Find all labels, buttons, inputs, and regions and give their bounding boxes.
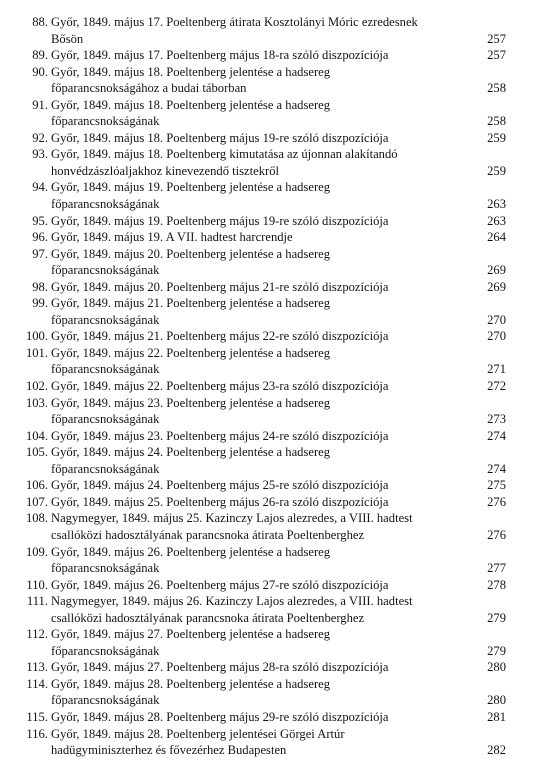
- entry-title-line: Győr, 1849. május 26. Poeltenberg május 27-re szóló diszpozíciója: [51, 577, 389, 592]
- page-number: 259: [487, 163, 506, 178]
- entry-number: 94.: [32, 180, 48, 195]
- entry-title-line: Győr, 1849. május 27. Poeltenberg jelentése a hadsereg: [51, 627, 331, 642]
- entry-title-line: Győr, 1849. május 23. Poeltenberg május 24-re szóló diszpozíciója: [51, 428, 389, 443]
- entry-number: 92.: [32, 130, 48, 145]
- page-number: 270: [487, 312, 506, 327]
- entry-title-line: Győr, 1849. május 20. Poeltenberg május 21-re szóló diszpozíciója: [51, 279, 389, 294]
- entry-number: 97.: [32, 246, 48, 261]
- entry-title-line: Győr, 1849. május 23. Poeltenberg jelentése a hadsereg: [51, 395, 331, 410]
- entry-title-line: csallóközi hadosztályának parancsnoka átirata Poeltenberghez: [51, 610, 365, 625]
- entry-number: 101.: [25, 345, 48, 360]
- entry-title-line: főparancsnokságának: [51, 197, 160, 212]
- entry-number: 90.: [32, 64, 48, 79]
- entry-number: 93.: [32, 147, 48, 162]
- page-number: 280: [487, 660, 506, 675]
- entry-title-line: főparancsnokságához a budai táborban: [51, 81, 247, 96]
- page-number: 270: [487, 329, 506, 344]
- toc-entry: [0, 378, 536, 395]
- entry-title-line: főparancsnokságának: [51, 461, 160, 476]
- entry-title-line: Győr, 1849. május 27. Poeltenberg május 28-ra szóló diszpozíciója: [51, 660, 389, 675]
- entry-title-line: hadügyminiszterhez és fővezérhez Budapesten: [51, 743, 287, 758]
- toc-entry: [0, 726, 536, 759]
- page-number: 282: [487, 743, 506, 758]
- page-number: 279: [487, 643, 506, 658]
- entry-title-line: főparancsnokságának: [51, 263, 160, 278]
- entry-number: 89.: [32, 48, 48, 63]
- page-number: 258: [487, 114, 506, 129]
- toc-entry: [0, 626, 536, 659]
- entry-number: 112.: [26, 627, 48, 642]
- toc-entry: [0, 295, 536, 328]
- entry-number: 103.: [25, 395, 48, 410]
- page-number: 263: [487, 197, 506, 212]
- toc-entry: [0, 345, 536, 378]
- entry-title-line: Győr, 1849. május 22. Poeltenberg jelentése a hadsereg: [51, 345, 331, 360]
- entry-title-line: Győr, 1849. május 19. Poeltenberg jelentése a hadsereg: [51, 180, 331, 195]
- entry-number: 104.: [25, 428, 48, 443]
- toc-entry: [0, 477, 536, 494]
- entry-number: 109.: [25, 544, 48, 559]
- toc-entry: [0, 328, 536, 345]
- entry-title-line: Győr, 1849. május 26. Poeltenberg jelentése a hadsereg: [51, 544, 331, 559]
- entry-number: 105.: [25, 445, 48, 460]
- toc-entry: [0, 659, 536, 676]
- entry-number: 91.: [32, 97, 48, 112]
- entry-number: 95.: [32, 213, 48, 228]
- page-number: 259: [487, 130, 506, 145]
- page-number: 280: [487, 693, 506, 708]
- toc-entry: [0, 97, 536, 130]
- entry-title-line: Nagymegyer, 1849. május 25. Kazinczy Lajos alezredes, a VIII. hadtest: [51, 511, 413, 526]
- entry-title-line: Győr, 1849. május 17. Poeltenberg átirata Kosztolányi Móric ezredesnek: [51, 15, 418, 29]
- toc-entry: [0, 146, 536, 179]
- toc-entry: [0, 510, 536, 543]
- entry-number: 116.: [26, 726, 48, 741]
- entry-number: 111.: [26, 594, 48, 609]
- entry-number: 113.: [26, 660, 48, 675]
- entry-title-line: főparancsnokságának: [51, 362, 160, 377]
- entry-number: 114.: [26, 676, 48, 691]
- toc-entry: [0, 577, 536, 594]
- entry-title-line: Győr, 1849. május 19. Poeltenberg május 19-re szóló diszpozíciója: [51, 213, 389, 228]
- entry-number: 108.: [25, 511, 48, 526]
- entry-number: 107.: [25, 494, 48, 509]
- entry-title-line: főparancsnokságának: [51, 114, 160, 129]
- entry-title-line: Győr, 1849. május 28. Poeltenberg május 29-re szóló diszpozíciója: [51, 709, 389, 724]
- entry-number: 102.: [25, 379, 48, 394]
- page-number: 269: [487, 279, 506, 294]
- entry-title-line: főparancsnokságának: [51, 561, 160, 576]
- toc-entry: [0, 544, 536, 577]
- entry-title-line: Nagymegyer, 1849. május 26. Kazinczy Lajos alezredes, a VIII. hadtest: [51, 594, 413, 609]
- entry-number: 115.: [26, 709, 48, 724]
- entry-title-line: Győr, 1849. május 21. Poeltenberg jelentése a hadsereg: [51, 296, 331, 311]
- toc-entry: [0, 179, 536, 212]
- entry-title-line: Győr, 1849. május 24. Poeltenberg jelentése a hadsereg: [51, 445, 331, 460]
- toc-entry: [0, 593, 536, 626]
- entry-title-line: Győr, 1849. május 20. Poeltenberg jelentése a hadsereg: [51, 246, 331, 261]
- entry-title-line: Győr, 1849. május 25. Poeltenberg május 26-ra szóló diszpozíciója: [51, 494, 389, 509]
- page-number: 277: [487, 561, 506, 576]
- page-number: 276: [487, 494, 506, 509]
- toc-entry: [0, 494, 536, 511]
- page-number: 278: [487, 577, 506, 592]
- entry-title-line: Győr, 1849. május 28. Poeltenberg jelentései Görgei Artúr: [51, 726, 345, 741]
- toc-entry: [0, 709, 536, 726]
- page-number: 272: [487, 379, 506, 394]
- entry-title-line: Győr, 1849. május 18. Poeltenberg kimutatása az újonnan alakítandó: [51, 147, 398, 162]
- entry-title-line: főparancsnokságának: [51, 412, 160, 427]
- entry-title-line: főparancsnokságának: [51, 643, 160, 658]
- entry-number: 106.: [25, 478, 48, 493]
- entry-number: 98.: [32, 279, 48, 294]
- toc-entry: [0, 444, 536, 477]
- entry-title-line: Győr, 1849. május 22. Poeltenberg május 23-ra szóló diszpozíciója: [51, 379, 389, 394]
- entry-number: 88.: [32, 15, 48, 29]
- page-number: 264: [487, 230, 506, 245]
- toc-entry: [0, 213, 536, 230]
- entry-number: 110.: [26, 577, 48, 592]
- page-number: 281: [487, 709, 506, 724]
- toc-entry: [0, 130, 536, 147]
- entry-title-line: Győr, 1849. május 24. Poeltenberg május 25-re szóló diszpozíciója: [51, 478, 389, 493]
- page-number: 257: [487, 48, 506, 63]
- entry-title-line: Győr, 1849. május 19. A VII. hadtest harcrendje: [51, 230, 293, 245]
- toc-entry: [0, 14, 536, 47]
- page-number: 273: [487, 412, 506, 427]
- entry-title-line: honvédzászlóaljakhoz kinevezendő tisztekről: [51, 163, 279, 178]
- toc-entry: [0, 676, 536, 709]
- toc-entry: [0, 47, 536, 64]
- entry-title-line: csallóközi hadosztályának parancsnoka átirata Poeltenberghez: [51, 527, 365, 542]
- page-number: 258: [487, 81, 506, 96]
- page-number: 274: [487, 428, 506, 443]
- toc-entry: [0, 395, 536, 428]
- entry-title-line: főparancsnokságának: [51, 693, 160, 708]
- page-number: 279: [487, 610, 506, 625]
- toc-entry: [0, 229, 536, 246]
- page-number: 263: [487, 213, 506, 228]
- entry-title-line: Győr, 1849. május 18. Poeltenberg jelentése a hadsereg: [51, 97, 331, 112]
- entry-title-line: Győr, 1849. május 21. Poeltenberg május 22-re szóló diszpozíciója: [51, 329, 389, 344]
- entry-title-line: Győr, 1849. május 18. Poeltenberg május 19-re szóló diszpozíciója: [51, 130, 389, 145]
- toc-entry: [0, 279, 536, 296]
- entry-title-line: Győr, 1849. május 28. Poeltenberg jelentése a hadsereg: [51, 676, 331, 691]
- entry-number: 96.: [32, 230, 48, 245]
- toc-entry: [0, 64, 536, 97]
- page-number: 275: [487, 478, 506, 493]
- toc-entry: [0, 246, 536, 279]
- table-of-contents: [0, 14, 536, 759]
- entry-number: 100.: [25, 329, 48, 344]
- entry-title-line: Bősön: [51, 31, 84, 46]
- page-number: 274: [487, 461, 506, 476]
- entry-title-line: Győr, 1849. május 18. Poeltenberg jelentése a hadsereg: [51, 64, 331, 79]
- entry-number: 99.: [32, 296, 48, 311]
- entry-title-line: főparancsnokságának: [51, 312, 160, 327]
- page-number: 257: [487, 31, 506, 46]
- toc-entry: [0, 428, 536, 445]
- page-number: 276: [487, 527, 506, 542]
- page-number: 269: [487, 263, 506, 278]
- entry-title-line: Győr, 1849. május 17. Poeltenberg május 18-ra szóló diszpozíciója: [51, 48, 389, 63]
- page-number: 271: [487, 362, 506, 377]
